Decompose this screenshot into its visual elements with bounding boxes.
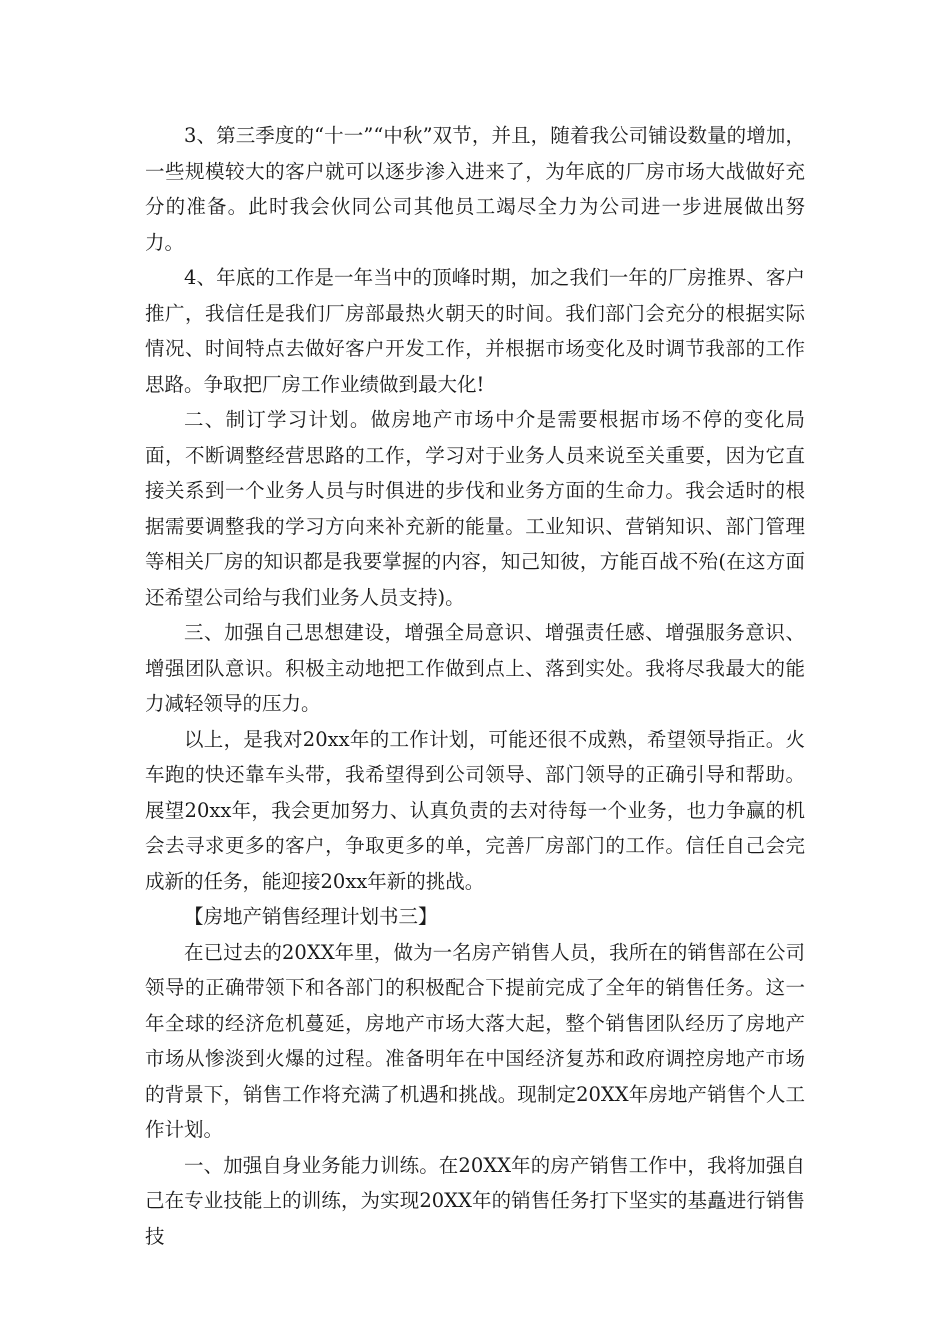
paragraph-intro: 在已过去的20XX年里，做为一名房产销售人员，我所在的销售部在公司领导的正确带领下和各部门的积极配合下提前完成了全年的销售任务。这一年全球的经济危机蔓延，房地产市场大落大起，整个销售团队经历了房地产市场从惨淡到火爆的过程。准备明年在中国经济复苏和政府调控房地产市场的背景下，销售工作将充满了机遇和挑战。现制定20XX年房地产销售个人工作计划。 — [145, 940, 805, 1141]
paragraph-study-plan: 二、制订学习计划。做房地产市场中介是需要根据市场不停的变化局面，不断调整经营思路的工作，学习对于业务人员来说至关重要，因为它直接关系到一个业务人员与时俱进的步伐和业务方面的生命力。我会适时的根据需要调整我的学习方向来补充新的能量。工业知识、营销知识、部门管理等相关厂房的知识都是我要掌握的内容，知己知彼，方能百战不殆(在这方面还希望公司给与我们业务人员支持)。 — [145, 408, 805, 609]
document-body — [145, 118, 805, 1254]
paragraph-year-end-plan: 4、年底的工作是一年当中的顶峰时期，加之我们一年的厂房推界、客户推广，我信任是我们厂房部最热火朝天的时间。我们部门会充分的根据实际情况、时间特点去做好客户开发工作，并根据市场变化及时调节我部的工作思路。争取把厂房工作业绩做到最大化! — [145, 266, 805, 396]
paragraph-q3-plan: 3、第三季度的“十一”“中秋”双节，并且，随着我公司铺设数量的增加，一些规模较大的客户就可以逐步渗入进来了，为年底的厂房市场大战做好充分的准备。此时我会伙同公司其他员工竭尽全力为公司进一步进展做出努力。 — [145, 124, 805, 254]
paragraph-conclusion: 以上，是我对20xx年的工作计划，可能还很不成熟，希望领导指正。火车跑的快还靠车头带，我希望得到公司领导、部门领导的正确引导和帮助。展望20xx年，我会更加努力、认真负责的去对待每一个业务，也力争赢的机会去寻求更多的客户，争取更多的单，完善厂房部门的工作。信任自己会完成新的任务，能迎接20xx年新的挑战。 — [145, 727, 805, 893]
paragraph-ideology: 三、加强自己思想建设，增强全局意识、增强责任感、增强服务意识、增强团队意识。积极主动地把工作做到点上、落到实处。我将尽我最大的能力减轻领导的压力。 — [145, 621, 805, 715]
section-heading: 【房地产销售经理计划书三】 — [184, 905, 438, 928]
paragraph-skill-training: 一、加强自身业务能力训练。在20XX年的房产销售工作中，我将加强自己在专业技能上的训练，为实现20XX年的销售任务打下坚实的基矗进行销售技 — [145, 1153, 805, 1248]
